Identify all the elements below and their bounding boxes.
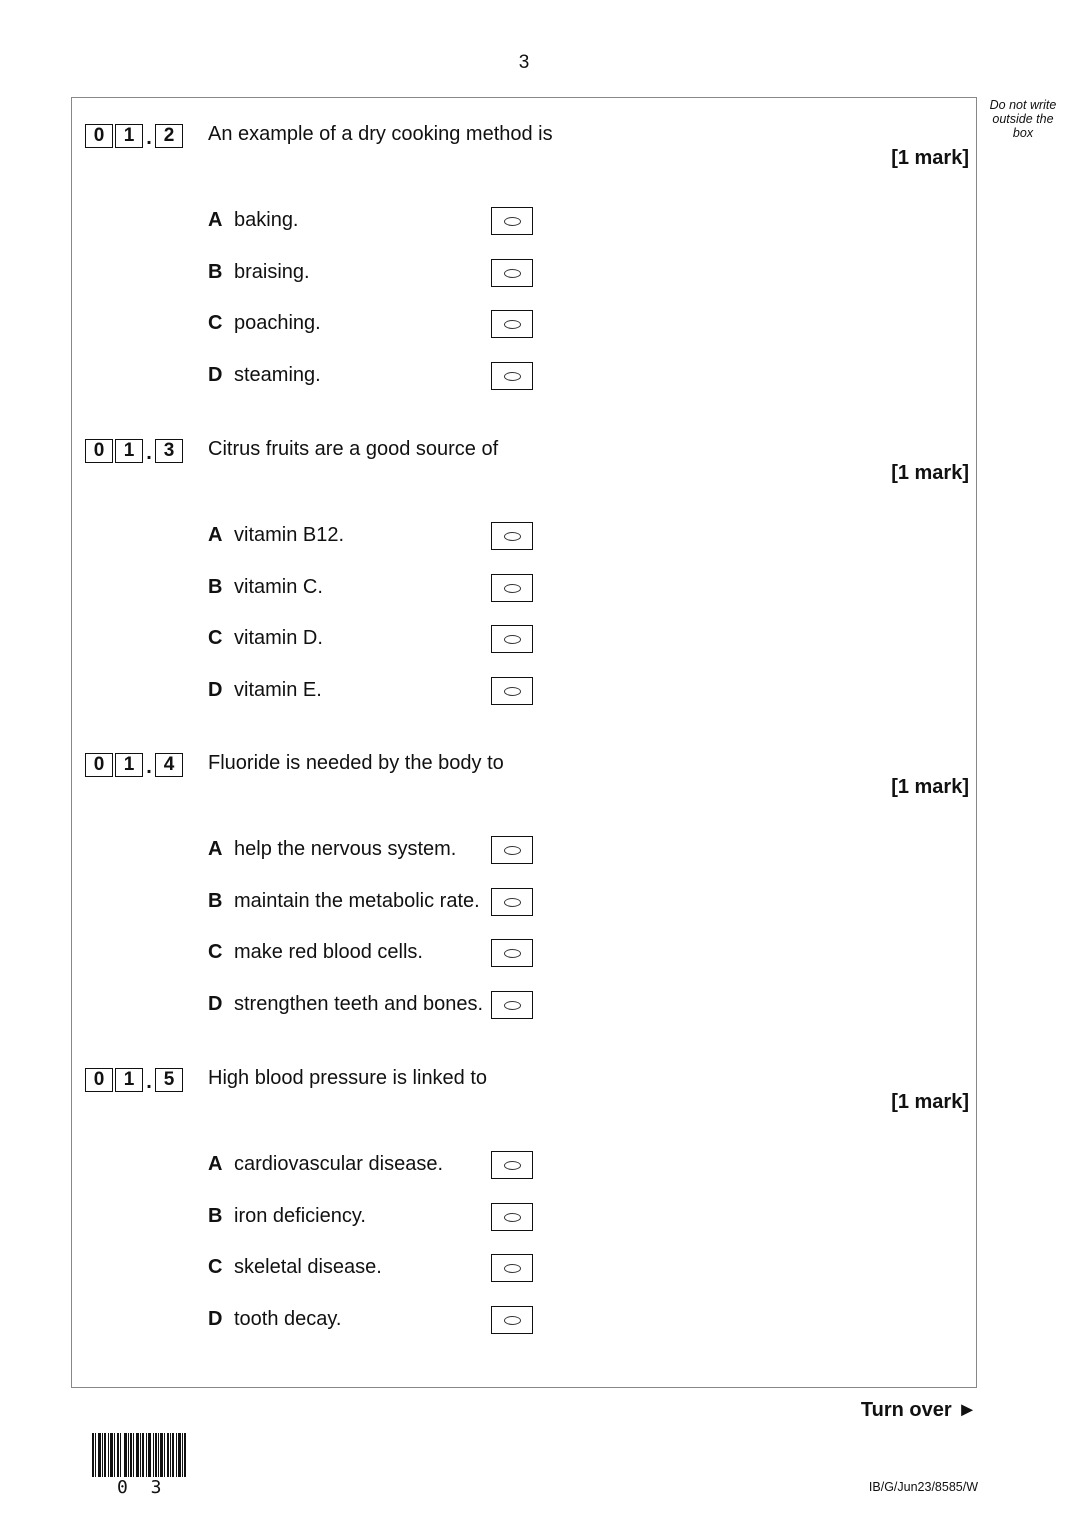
- answer-box[interactable]: [491, 1151, 533, 1179]
- option-d: [208, 677, 538, 705]
- question-stem: Citrus fruits are a good source of: [208, 438, 499, 460]
- answer-box[interactable]: [491, 259, 533, 287]
- mark-allocation: [1 mark]: [891, 147, 969, 169]
- option-b: [208, 259, 538, 287]
- question-stem: An example of a dry cooking method is: [208, 123, 553, 145]
- question-stem: Fluoride is needed by the body to: [208, 752, 504, 774]
- reference-code: IB/G/Jun23/8585/W: [868, 1480, 978, 1494]
- question-number: 0 1 . 5: [85, 1066, 185, 1092]
- question-digit: 3: [155, 439, 183, 463]
- option-d: [208, 1306, 538, 1334]
- option-b: [208, 574, 538, 602]
- question-digit: 0: [85, 753, 113, 777]
- option-text: maintain the metabolic rate.: [234, 890, 480, 912]
- question-number: 0 1 . 2: [85, 122, 185, 148]
- answer-box[interactable]: [491, 207, 533, 235]
- answer-oval-icon: [504, 372, 521, 381]
- option-letter: B: [208, 1205, 223, 1227]
- answer-box[interactable]: [491, 888, 533, 916]
- question-01-4: [0, 751, 1080, 1041]
- answer-oval-icon: [504, 687, 521, 696]
- answer-box[interactable]: [491, 677, 533, 705]
- question-digit: 0: [85, 1068, 113, 1092]
- answer-box[interactable]: [491, 310, 533, 338]
- option-letter: C: [208, 627, 223, 649]
- answer-oval-icon: [504, 532, 521, 541]
- question-digit: 0: [85, 124, 113, 148]
- option-letter: B: [208, 261, 223, 283]
- question-digit: 1: [115, 1068, 143, 1092]
- option-letter: B: [208, 576, 223, 598]
- question-digit: 2: [155, 124, 183, 148]
- answer-oval-icon: [504, 898, 521, 907]
- answer-box[interactable]: [491, 362, 533, 390]
- option-d: [208, 991, 538, 1019]
- answer-box[interactable]: [491, 939, 533, 967]
- answer-oval-icon: [504, 1001, 521, 1010]
- option-letter: A: [208, 838, 223, 860]
- option-d: [208, 362, 538, 390]
- answer-box[interactable]: [491, 574, 533, 602]
- option-text: iron deficiency.: [234, 1205, 366, 1227]
- option-letter: C: [208, 1256, 223, 1278]
- option-letter: D: [208, 1308, 223, 1330]
- option-text: skeletal disease.: [234, 1256, 382, 1278]
- option-text: poaching.: [234, 312, 321, 334]
- question-digit: 1: [115, 753, 143, 777]
- option-letter: D: [208, 993, 223, 1015]
- answer-box[interactable]: [491, 522, 533, 550]
- option-text: vitamin C.: [234, 576, 323, 598]
- option-c: [208, 625, 538, 653]
- option-letter: B: [208, 890, 223, 912]
- answer-oval-icon: [504, 1264, 521, 1273]
- option-letter: C: [208, 941, 223, 963]
- answer-box[interactable]: [491, 1306, 533, 1334]
- answer-box[interactable]: [491, 1254, 533, 1282]
- question-number: 0 1 . 4: [85, 751, 185, 777]
- question-digit: 0: [85, 439, 113, 463]
- answer-oval-icon: [504, 949, 521, 958]
- option-text: vitamin B12.: [234, 524, 345, 546]
- question-digit: 5: [155, 1068, 183, 1092]
- option-letter: A: [208, 524, 223, 546]
- option-text: braising.: [234, 261, 310, 283]
- question-digit: 4: [155, 753, 183, 777]
- question-digit: 1: [115, 124, 143, 148]
- answer-oval-icon: [504, 1213, 521, 1222]
- mark-allocation: [1 mark]: [891, 462, 969, 484]
- option-text: steaming.: [234, 364, 321, 386]
- option-text: cardiovascular disease.: [234, 1153, 443, 1175]
- answer-box[interactable]: [491, 1203, 533, 1231]
- option-a: [208, 1151, 538, 1179]
- option-letter: A: [208, 209, 223, 231]
- question-digit: 1: [115, 439, 143, 463]
- option-letter: A: [208, 1153, 223, 1175]
- option-b: [208, 1203, 538, 1231]
- answer-oval-icon: [504, 635, 521, 644]
- option-a: [208, 836, 538, 864]
- answer-oval-icon: [504, 1161, 521, 1170]
- option-text: make red blood cells.: [234, 941, 423, 963]
- mark-allocation: [1 mark]: [891, 1091, 969, 1113]
- option-letter: C: [208, 312, 223, 334]
- question-stem: High blood pressure is linked to: [208, 1067, 488, 1089]
- answer-box[interactable]: [491, 625, 533, 653]
- answer-oval-icon: [504, 846, 521, 855]
- question-01-2: [0, 122, 1080, 412]
- turn-over-label: Turn over ►: [860, 1399, 977, 1421]
- option-letter: D: [208, 364, 223, 386]
- option-letter: D: [208, 679, 223, 701]
- barcode-number: 0 3: [117, 1477, 168, 1498]
- question-number: 0 1 . 3: [85, 437, 185, 463]
- answer-box[interactable]: [491, 836, 533, 864]
- answer-oval-icon: [504, 584, 521, 593]
- mark-allocation: [1 mark]: [891, 776, 969, 798]
- option-c: [208, 939, 538, 967]
- answer-oval-icon: [504, 320, 521, 329]
- option-text: baking.: [234, 209, 299, 231]
- page-number: 3: [518, 52, 530, 73]
- option-c: [208, 310, 538, 338]
- option-c: [208, 1254, 538, 1282]
- answer-oval-icon: [504, 217, 521, 226]
- barcode: [92, 1433, 188, 1477]
- option-text: vitamin E.: [234, 679, 322, 701]
- option-text: strengthen teeth and bones.: [234, 993, 484, 1015]
- option-text: vitamin D.: [234, 627, 323, 649]
- option-b: [208, 888, 538, 916]
- margin-note: Do not write outside the box: [989, 98, 1057, 140]
- answer-box[interactable]: [491, 991, 533, 1019]
- option-a: [208, 522, 538, 550]
- option-a: [208, 207, 538, 235]
- question-01-3: [0, 437, 1080, 727]
- answer-oval-icon: [504, 269, 521, 278]
- option-text: help the nervous system.: [234, 838, 457, 860]
- option-text: tooth decay.: [234, 1308, 342, 1330]
- answer-oval-icon: [504, 1316, 521, 1325]
- question-01-5: [0, 1066, 1080, 1356]
